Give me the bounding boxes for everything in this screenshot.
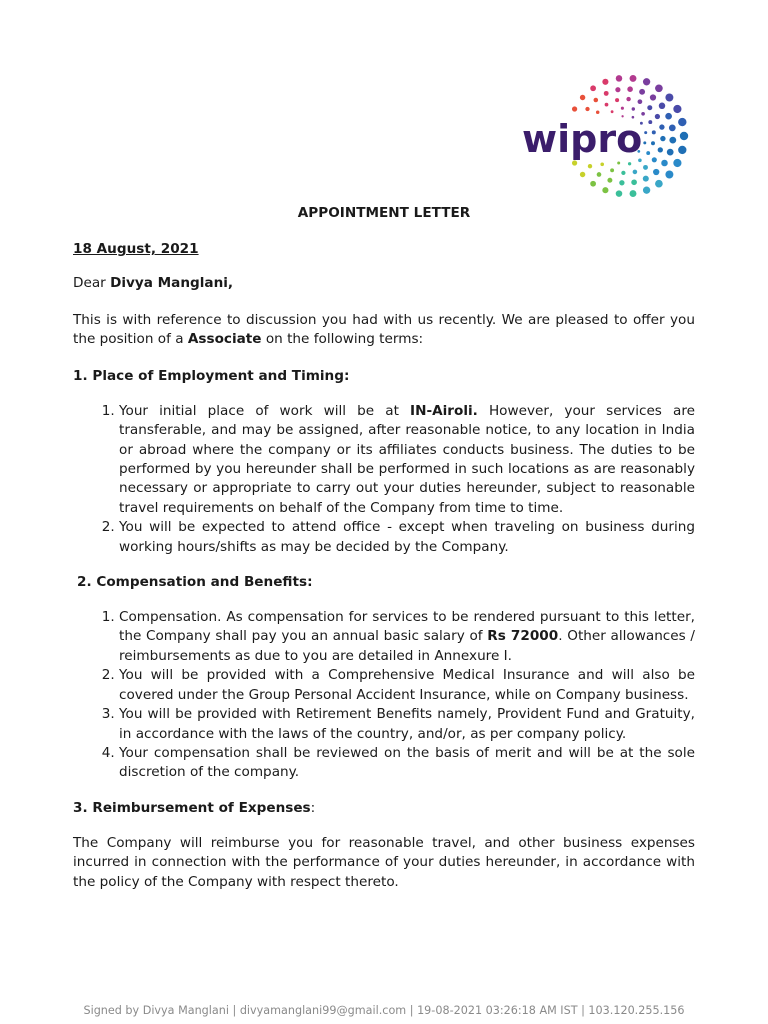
logo-dot bbox=[617, 162, 620, 165]
logo-dot bbox=[610, 168, 614, 172]
logo-dot bbox=[602, 187, 608, 193]
logo-dot bbox=[673, 105, 681, 113]
logo-dot bbox=[628, 162, 631, 165]
logo-dot bbox=[600, 162, 604, 166]
logo-dot bbox=[655, 84, 663, 92]
logo-dot bbox=[652, 130, 656, 134]
logo-dot bbox=[597, 172, 602, 177]
logo-dot bbox=[604, 91, 609, 96]
work-location: IN-Airoli. bbox=[410, 402, 478, 419]
item-text: Compensation. As compensation for services to be rendered pursuant to this letter, the Company shall pay you an annual basic salary of bbox=[119, 609, 695, 645]
letter-title: APPOINTMENT LETTER bbox=[297, 205, 471, 221]
logo-dot bbox=[605, 103, 609, 107]
logo-dot bbox=[615, 98, 619, 102]
logo-dot bbox=[648, 120, 652, 124]
intro-paragraph bbox=[73, 311, 695, 350]
logo-dot bbox=[678, 118, 686, 126]
logo-dot bbox=[633, 170, 638, 175]
logo-dot bbox=[655, 180, 663, 188]
salutation bbox=[73, 275, 695, 291]
wipro-wordmark: wipro bbox=[522, 117, 643, 161]
item-text: Your initial place of work will be at bbox=[119, 402, 411, 419]
section-heading-compensation: 2. Compensation and Benefits: bbox=[77, 574, 313, 591]
logo-dot bbox=[585, 107, 589, 111]
recipient-name: Divya Manglani, bbox=[110, 275, 234, 291]
logo-dot bbox=[632, 107, 635, 110]
compensation-list bbox=[73, 608, 695, 783]
logo-dot bbox=[615, 87, 620, 92]
logo-dot bbox=[643, 78, 650, 85]
reimbursement-paragraph: The Company will reimburse you for reasonable travel, and other business expenses incurred in connection with the performance of your duties hereunder, in accordance with the policy of the Company with respect thereto. bbox=[73, 834, 695, 890]
logo-dot bbox=[572, 160, 577, 165]
logo-dot bbox=[667, 149, 674, 156]
logo-dot bbox=[619, 180, 624, 185]
logo-dot bbox=[602, 79, 608, 85]
logo-dot bbox=[665, 94, 673, 102]
intro-text: This is with reference to discussion you had with us recently. We are pleased to offer you the position of a bbox=[73, 312, 695, 348]
logo-dot bbox=[621, 171, 625, 175]
logo-dot bbox=[652, 157, 657, 162]
logo-dot bbox=[641, 112, 645, 116]
logo-dot bbox=[590, 85, 596, 91]
letter-body bbox=[73, 205, 695, 910]
logo-dot bbox=[658, 147, 663, 152]
logo-dot bbox=[647, 105, 652, 110]
logo-dot bbox=[643, 176, 649, 182]
logo-dot bbox=[643, 187, 650, 194]
logo-dot bbox=[639, 89, 645, 95]
list-item bbox=[119, 402, 695, 518]
place-list bbox=[73, 402, 695, 557]
wipro-logo bbox=[520, 70, 692, 202]
logo-dot bbox=[646, 151, 650, 155]
logo-dot bbox=[653, 169, 659, 175]
list-item: 2. You will be provided with a Comprehensive Medical Insurance and will also be covered under the Group Personal Accident Insurance, while on Company business. bbox=[119, 666, 695, 705]
salary-amount: Rs 72000 bbox=[487, 628, 559, 645]
heading-colon: : bbox=[310, 799, 316, 816]
logo-dot bbox=[660, 136, 665, 141]
logo-dot bbox=[616, 75, 623, 82]
logo-dot bbox=[621, 107, 624, 110]
logo-dot bbox=[643, 165, 648, 170]
signature-footer: Signed by Divya Manglani | divyamanglani99@gmail.com | 19-08-2021 03:26:18 AM IST | 103.120.255.156 bbox=[83, 1004, 685, 1017]
logo-dot bbox=[665, 171, 673, 179]
list-item: 4. Your compensation shall be reviewed on the basis of merit and will be at the sole discretion of the company. bbox=[119, 744, 695, 783]
item-text-end: . Other allowances / reimbursements as due to you are detailed in Annexure I. bbox=[119, 628, 695, 664]
logo-dot bbox=[680, 132, 688, 140]
logo-dot bbox=[643, 141, 646, 144]
logo-dot bbox=[580, 95, 585, 100]
logo-dot bbox=[616, 190, 623, 197]
logo-dot bbox=[631, 179, 637, 185]
logo-dot bbox=[669, 137, 676, 144]
position-title: Associate bbox=[187, 331, 262, 348]
logo-dot bbox=[655, 114, 660, 119]
logo-dot bbox=[638, 99, 643, 104]
logo-dot bbox=[594, 98, 599, 103]
list-item: 2. You will be expected to attend office - except when traveling on business during working hours/shifts as may be decided by the Company. bbox=[119, 518, 695, 557]
logo-dot bbox=[590, 181, 596, 187]
logo-dot bbox=[659, 103, 665, 109]
logo-dot bbox=[659, 124, 664, 129]
section-heading-place: 1. Place of Employment and Timing: bbox=[73, 367, 350, 384]
logo-dot bbox=[669, 125, 676, 132]
section-heading-reimbursement bbox=[73, 800, 695, 816]
logo-dot bbox=[673, 159, 681, 167]
logo-dot bbox=[630, 75, 637, 82]
list-item: 3. You will be provided with Retirement Benefits namely, Provident Fund and Gratuity, in accordance with the laws of the country, and/or, as per company policy. bbox=[119, 705, 695, 744]
logo-dot bbox=[630, 190, 637, 197]
intro-text-end: on the following terms: bbox=[261, 331, 424, 348]
logo-dot bbox=[651, 141, 655, 145]
logo-dot bbox=[626, 97, 630, 101]
item-text-end: However, your services are transferable, and may be assigned, after reasonable notice, to any location in India or abroad where the company or its affiliates conducts business. The duties to be performed by you hereunder shall be performed in such locations as are reasonably necessary or appropriate to carry out your duties hereunder, subject to reasonable travel requirements on behalf of the Company from time to time. bbox=[119, 402, 695, 516]
logo-dot bbox=[596, 110, 600, 114]
logo-dot bbox=[661, 160, 668, 167]
logo-dot bbox=[611, 110, 614, 113]
list-item bbox=[119, 608, 695, 666]
logo-dot bbox=[607, 178, 612, 183]
logo-dot bbox=[650, 94, 656, 100]
logo-dot bbox=[644, 131, 647, 134]
logo-dot bbox=[678, 146, 686, 154]
salutation-prefix: Dear bbox=[73, 275, 111, 291]
logo-dot bbox=[572, 106, 577, 111]
logo-dot bbox=[580, 172, 585, 177]
wipro-logo-graphic bbox=[520, 70, 692, 202]
logo-dot bbox=[627, 86, 633, 92]
letter-date: 18 August, 2021 bbox=[73, 241, 199, 257]
heading-text: 3. Reimbursement of Expenses bbox=[73, 799, 311, 816]
logo-dot bbox=[665, 113, 672, 120]
logo-dot bbox=[588, 164, 592, 168]
